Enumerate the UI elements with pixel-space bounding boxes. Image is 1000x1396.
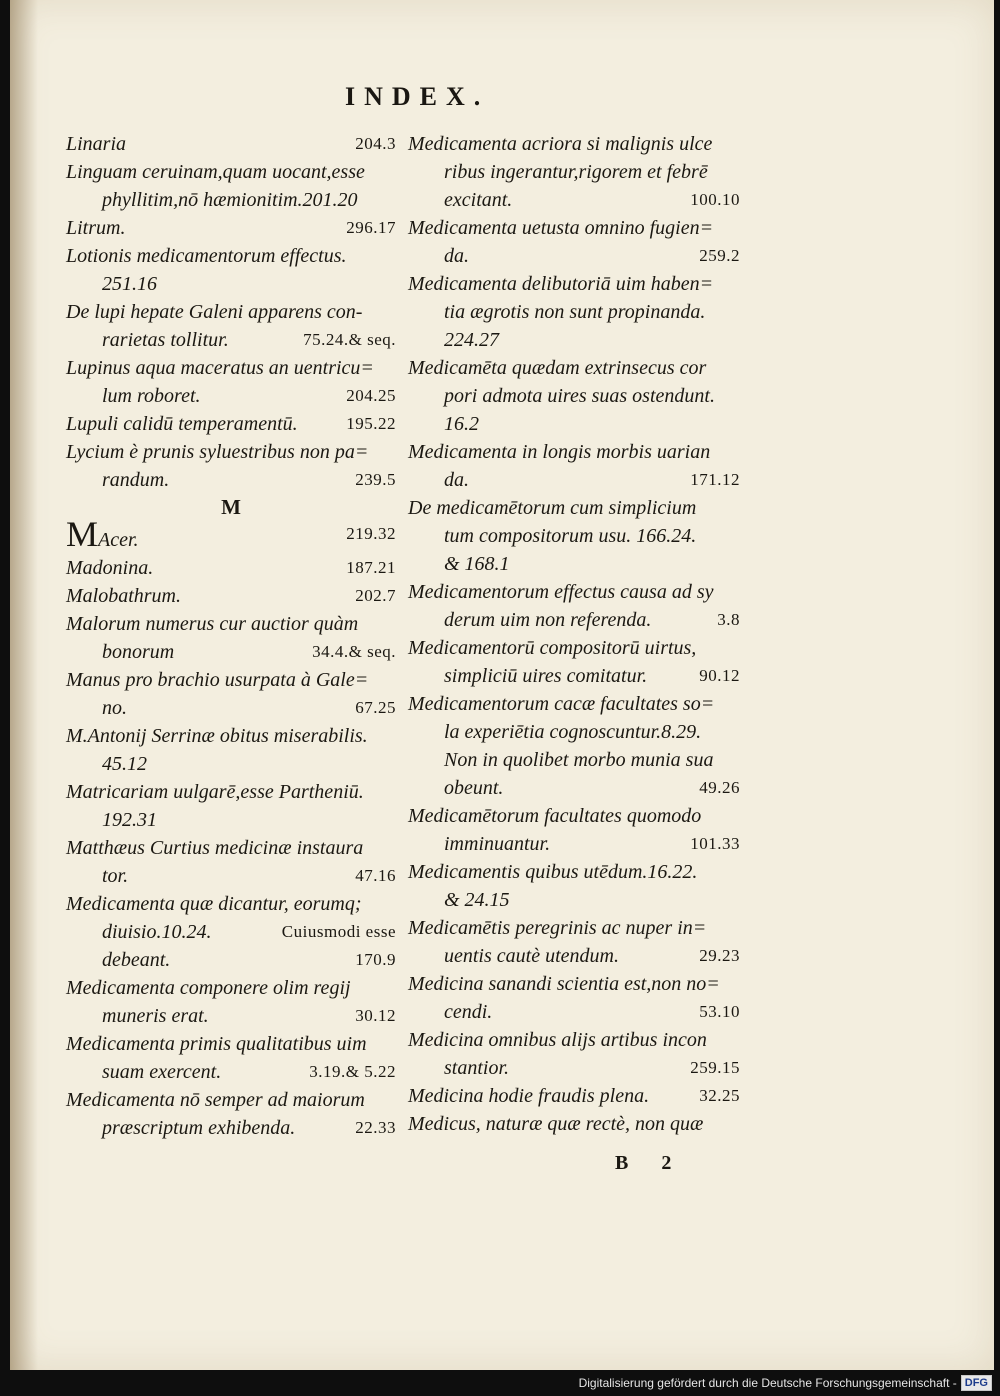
index-entry-line	[66, 1030, 396, 1058]
index-entry-line	[66, 806, 396, 834]
index-entry-line	[408, 214, 740, 242]
page-reference: 187.21	[346, 558, 396, 577]
entry-text: De lupi hepate Galeni apparens con-	[66, 301, 363, 323]
entry-text: Non in quolibet morbo munia sua	[444, 749, 714, 771]
index-entry-line	[408, 298, 740, 326]
index-entry-line	[66, 410, 396, 438]
entry-text: M.Antonij Serrinæ obitus miserabilis.	[66, 725, 368, 747]
index-entry	[66, 974, 396, 1030]
index-entry-line	[66, 554, 396, 582]
index-entry-line	[408, 354, 740, 382]
entry-text: Acer.	[98, 529, 139, 551]
index-entry-line	[408, 382, 740, 410]
index-entry	[66, 554, 396, 582]
index-entry	[66, 410, 396, 438]
entry-text: imminuantur.	[444, 833, 551, 855]
entry-text: Malorum numerus cur auctior quàm	[66, 613, 359, 635]
index-entry-line	[408, 662, 740, 690]
entry-text: tum compositorum usu. 166.24.	[444, 525, 697, 547]
entry-text: ribus ingerantur,rigorem et febrē	[444, 161, 708, 183]
entry-text: phyllitim,nō hæmionitim.201.20	[102, 189, 358, 211]
entry-text: Medicamenta uetusta omnino fugien=	[408, 217, 714, 239]
index-entry	[66, 1086, 396, 1142]
footer-text: Digitalisierung gefördert durch die Deutsche Forschungsgemeinschaft -	[578, 1376, 957, 1390]
index-entry	[408, 802, 740, 858]
index-entry-line	[66, 638, 396, 666]
index-entry	[66, 890, 396, 974]
page-reference: 53.10	[699, 1002, 740, 1021]
index-entry-line	[408, 1054, 740, 1082]
index-entry-line	[66, 582, 396, 610]
entry-text: Medicamenta primis qualitatibus uim	[66, 1033, 367, 1055]
entry-text: 251.16	[102, 273, 157, 295]
entry-text: Matricariam uulgarē,esse Partheniū.	[66, 781, 364, 803]
entry-text: Lycium è prunis syluestribus non pa=	[66, 441, 369, 463]
index-entry-line	[408, 802, 740, 830]
index-entry	[408, 270, 740, 354]
index-entry-line	[66, 186, 396, 214]
entry-text: Medicamētorum facultates quomodo	[408, 805, 702, 827]
entry-text: Matthæus Curtius medicinæ instaura	[66, 837, 364, 859]
index-entry	[66, 158, 396, 214]
index-entry-line	[408, 242, 740, 270]
entry-text: Medicamenta componere olim regij	[66, 977, 351, 999]
index-entry-line	[408, 746, 740, 774]
index-entry	[408, 1026, 740, 1082]
index-entry-line	[66, 158, 396, 186]
index-entry-line	[66, 326, 396, 354]
index-entry-line	[408, 942, 740, 970]
index-entry-line	[408, 466, 740, 494]
entry-text: Medicina sanandi scientia est,non no=	[408, 973, 720, 995]
page-reference: 259.15	[690, 1058, 740, 1077]
entry-text: obeunt.	[444, 777, 504, 799]
entry-text: diuisio.10.24.	[102, 921, 212, 943]
signature-mark: B 2	[615, 1152, 686, 1174]
index-entry-line	[66, 694, 396, 722]
entry-text: simpliciū uires comitatur.	[444, 665, 648, 687]
entry-text: Medicamentorū compositorū uirtus,	[408, 637, 697, 659]
entry-text: Lotionis medicamentorum effectus.	[66, 245, 347, 267]
entry-text: Medicamēta quædam extrinsecus cor	[408, 357, 707, 379]
index-entry	[66, 354, 396, 410]
index-entry	[408, 130, 740, 214]
entry-text: 224.27	[444, 329, 499, 351]
index-entry	[66, 778, 396, 834]
index-entry	[66, 438, 396, 494]
entry-text: Litrum.	[66, 217, 126, 239]
page-reference: 67.25	[355, 698, 396, 717]
entry-text: 45.12	[102, 753, 147, 775]
entry-text-with-drop-cap	[66, 514, 139, 554]
index-entry-line	[408, 690, 740, 718]
index-entry	[66, 130, 396, 158]
page-reference: 239.5	[355, 470, 396, 489]
index-entry	[66, 242, 396, 298]
entry-text: Medicamētis peregrinis ac nuper in=	[408, 917, 707, 939]
index-entry-line	[408, 522, 740, 550]
index-entry-line	[66, 666, 396, 694]
index-entry-line	[408, 130, 740, 158]
index-entry	[66, 834, 396, 890]
index-entry-line	[408, 410, 740, 438]
index-entry-line	[408, 634, 740, 662]
index-entry-line	[408, 158, 740, 186]
page-reference: 47.16	[355, 866, 396, 885]
index-entry-line	[408, 326, 740, 354]
index-entry	[408, 634, 740, 690]
index-entry	[408, 970, 740, 1026]
page-reference: 49.26	[699, 778, 740, 797]
index-entry-line	[408, 830, 740, 858]
entry-text: Medicina hodie fraudis plena.	[408, 1085, 650, 1107]
entry-text: Medicina omnibus alijs artibus incon	[408, 1029, 707, 1051]
book-page	[10, 0, 994, 1370]
entry-text: Manus pro brachio usurpata à Gale=	[66, 669, 369, 691]
entry-text: Malobathrum.	[66, 585, 181, 607]
index-entry	[66, 582, 396, 610]
entry-text: suam exercent.	[102, 1061, 222, 1083]
index-entry-line	[66, 890, 396, 918]
page-reference: 100.10	[690, 190, 740, 209]
entry-text: & 24.15	[444, 889, 510, 911]
index-entry-line	[66, 778, 396, 806]
page-reference: 90.12	[699, 666, 740, 685]
entry-text: bonorum	[102, 641, 175, 663]
index-entry	[408, 214, 740, 270]
index-entry-line	[66, 722, 396, 750]
entry-text: debeant.	[102, 949, 171, 971]
page-reference: 170.9	[355, 950, 396, 969]
page-reference: 202.7	[355, 586, 396, 605]
index-entry	[408, 578, 740, 634]
page-reference: 296.17	[346, 218, 396, 237]
page-reference: 204.3	[355, 134, 396, 153]
page-reference: 259.2	[699, 246, 740, 265]
index-entry-line	[408, 970, 740, 998]
footer-credit	[579, 1372, 992, 1394]
entry-text: & 168.1	[444, 553, 510, 575]
page-reference: 22.33	[355, 1118, 396, 1137]
index-entry-line	[66, 862, 396, 890]
entry-text: la experiētia cognoscuntur.8.29.	[444, 721, 702, 743]
entry-text: Medicamenta acriora si malignis ulce	[408, 133, 713, 155]
index-entry-line	[66, 1058, 396, 1086]
entry-text: Medicamentorum effectus causa ad sy	[408, 581, 714, 603]
index-entry	[408, 1082, 740, 1110]
index-column-left	[66, 130, 396, 1142]
index-entry-line	[408, 494, 740, 522]
index-entry-line	[408, 550, 740, 578]
entry-text: 192.31	[102, 809, 157, 831]
index-entry	[66, 214, 396, 242]
index-entry-line	[66, 834, 396, 862]
entry-text: rarietas tollitur.	[102, 329, 229, 351]
index-entry	[408, 354, 740, 438]
page-reference: 34.4.& seq.	[312, 642, 396, 661]
entry-text: derum uim non referenda.	[444, 609, 652, 631]
index-entry-line	[66, 1086, 396, 1114]
page-reference: Cuiusmodi esse	[281, 922, 396, 941]
index-entry-line	[408, 578, 740, 606]
index-entry-line	[66, 270, 396, 298]
page-reference: 195.22	[346, 414, 396, 433]
entry-text: Medicus, naturæ quæ rectè, non quæ	[408, 1113, 704, 1135]
entry-text: excitant.	[444, 189, 513, 211]
page-reference: 75.24.& seq.	[303, 330, 396, 349]
index-entry	[408, 438, 740, 494]
page-reference: 32.25	[699, 1086, 740, 1105]
index-entry-line	[66, 466, 396, 494]
page-reference: 30.12	[355, 1006, 396, 1025]
index-entry-line	[66, 974, 396, 1002]
index-entry	[408, 1110, 740, 1138]
index-entry-line	[66, 946, 396, 974]
running-head: INDEX.	[345, 82, 490, 111]
entry-text: lum roboret.	[102, 385, 201, 407]
entry-text: præscriptum exhibenda.	[102, 1117, 296, 1139]
index-entry	[408, 914, 740, 970]
index-entry	[66, 298, 396, 354]
index-entry	[66, 610, 396, 666]
index-entry-line	[408, 1026, 740, 1054]
index-entry-line	[408, 718, 740, 746]
entry-text: da.	[444, 245, 469, 267]
index-entry-line	[66, 242, 396, 270]
index-entry-line	[66, 1002, 396, 1030]
entry-text: Medicamentis quibus utēdum.16.22.	[408, 861, 698, 883]
index-entry-line	[408, 858, 740, 886]
entry-text: tia ægrotis non sunt propinanda.	[444, 301, 706, 323]
index-entry-line	[408, 774, 740, 802]
page-reference: 101.33	[690, 834, 740, 853]
page-reference: 3.19.& 5.22	[309, 1062, 396, 1081]
page-reference: 171.12	[690, 470, 740, 489]
entry-text: da.	[444, 469, 469, 491]
entry-text: pori admota uires suas ostendunt.	[444, 385, 715, 407]
index-entry	[66, 666, 396, 722]
entry-text: Lupinus aqua maceratus an uentricu=	[66, 357, 374, 379]
entry-text: Medicamentorum cacæ facultates so=	[408, 693, 715, 715]
entry-text: no.	[102, 697, 127, 719]
entry-text: randum.	[102, 469, 170, 491]
index-entry	[66, 514, 396, 554]
index-entry-line	[66, 130, 396, 158]
page-reference: 204.25	[346, 386, 396, 405]
index-entry	[408, 690, 740, 802]
index-entry-line	[408, 606, 740, 634]
entry-text: uentis cautè utendum.	[444, 945, 619, 967]
index-entry-line	[66, 918, 396, 946]
entry-text: Lupuli calidū temperamentū.	[66, 413, 298, 435]
entry-text: muneris erat.	[102, 1005, 209, 1027]
index-entry	[408, 858, 740, 914]
index-entry-line	[408, 1110, 740, 1138]
entry-text: Medicamenta in longis morbis uarian	[408, 441, 711, 463]
entry-text: 16.2	[444, 413, 479, 435]
entry-text: Medicamenta nō semper ad maiorum	[66, 1089, 365, 1111]
entry-text: Madonina.	[66, 557, 154, 579]
index-entry-line	[66, 298, 396, 326]
index-entry-line	[66, 214, 396, 242]
entry-text: Medicamenta delibutoriā uim haben=	[408, 273, 714, 295]
drop-capital: M	[66, 514, 99, 554]
index-entry	[408, 494, 740, 578]
page-reference: 219.32	[346, 524, 396, 543]
index-entry-line	[66, 750, 396, 778]
index-entry-line	[408, 438, 740, 466]
entry-text: De medicamētorum cum simplicium	[408, 497, 697, 519]
index-entry-line	[66, 354, 396, 382]
entry-text: stantior.	[444, 1057, 510, 1079]
index-entry-line	[408, 914, 740, 942]
entry-text: Linguam ceruinam,quam uocant,esse	[66, 161, 365, 183]
index-entry-line	[66, 610, 396, 638]
section-letter-heading: M	[221, 495, 241, 519]
index-entry-line	[408, 998, 740, 1026]
index-entry-line	[408, 1082, 740, 1110]
page-reference: 29.23	[699, 946, 740, 965]
entry-text: Linaria	[66, 133, 127, 155]
index-entry	[66, 722, 396, 778]
index-entry-line	[66, 382, 396, 410]
index-entry-line	[66, 438, 396, 466]
entry-text: tor.	[102, 865, 129, 887]
dfg-logo: DFG	[961, 1375, 992, 1391]
index-entry-line	[66, 514, 396, 554]
index-column-right	[408, 130, 740, 1138]
index-entry	[66, 1030, 396, 1086]
page-reference: 3.8	[717, 610, 740, 629]
index-entry-line	[408, 186, 740, 214]
index-entry-line	[66, 1114, 396, 1142]
entry-text: Medicamenta quæ dicantur, eorumq;	[66, 893, 362, 915]
index-entry-line	[408, 886, 740, 914]
index-entry-line	[408, 270, 740, 298]
entry-text: cendi.	[444, 1001, 493, 1023]
